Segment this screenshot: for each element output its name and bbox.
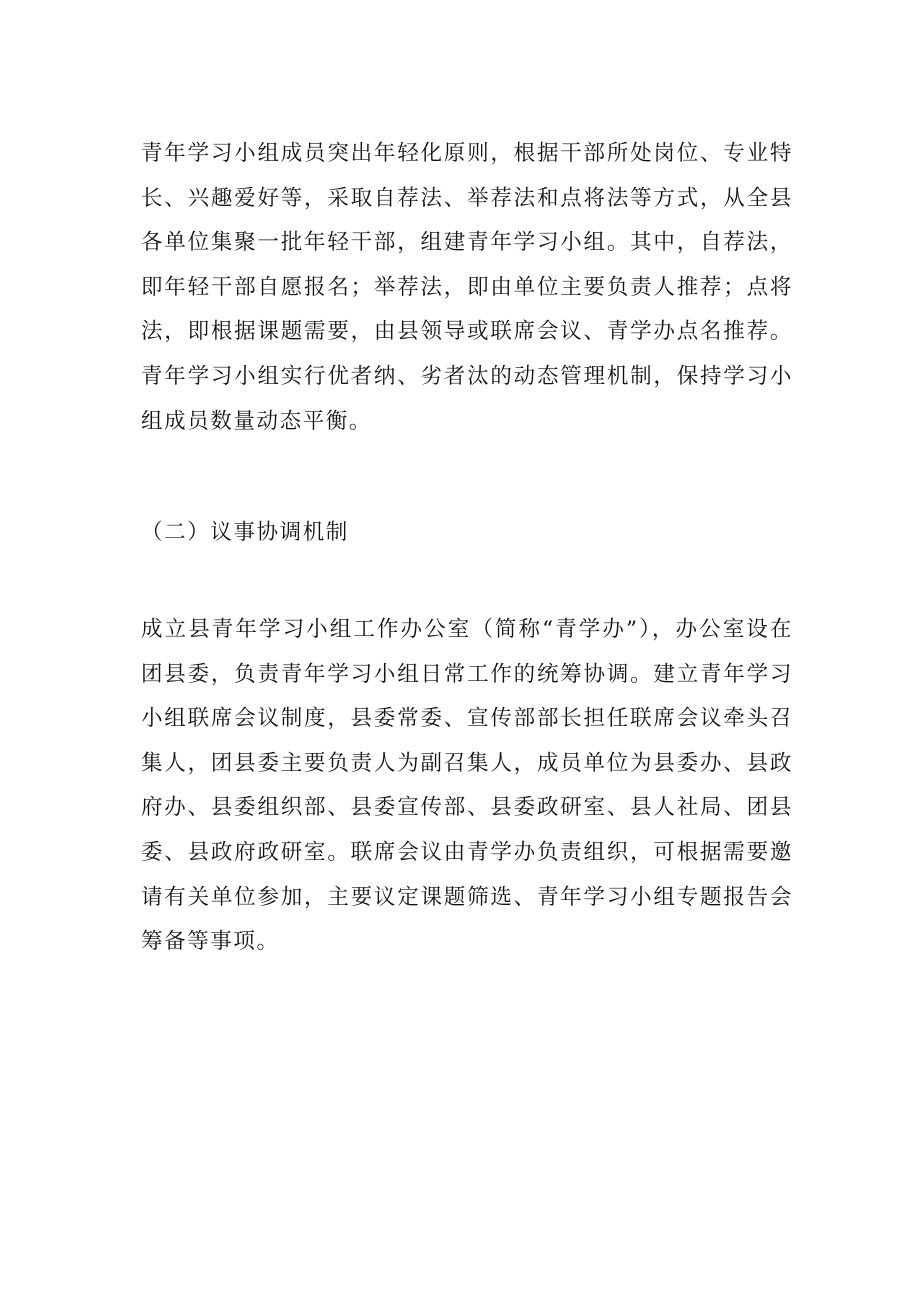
paragraph-member-selection: 青年学习小组成员突出年轻化原则，根据干部所处岗位、专业特长、兴趣爱好等，采取自荐法、举荐法和点将法等方式，从全县各单位集聚一批年轻干部，组建青年学习小组。其中，自荐法，即年轻干部自愿报名；举荐法，即由单位主要负责人推荐；点将法，即根据课题需要，由县领导或联席会议、青学办点名推荐。青年学习小组实行优者纳、劣者汰的动态管理机制，保持学习小组成员数量动态平衡。 [141, 141, 793, 434]
paragraph-coordination-mechanism: 成立县青年学习小组工作办公室（简称“青学办”），办公室设在团县委，负责青年学习小组日常工作的统筹协调。建立青年学习小组联席会议制度，县委常委、宣传部部长担任联席会议牵头召集人，团县委主要负责人为副召集人，成员单位为县委办、县政府办、县委组织部、县委宣传部、县委政研室、县人社局、团县委、县政府政研室。联席会议由青学办负责组织，可根据需要邀请有关单位参加，主要议定课题筛选、青年学习小组专题报告会筹备等事项。 [141, 617, 793, 955]
section-heading-coordination: （二）议事协调机制 [141, 520, 349, 545]
